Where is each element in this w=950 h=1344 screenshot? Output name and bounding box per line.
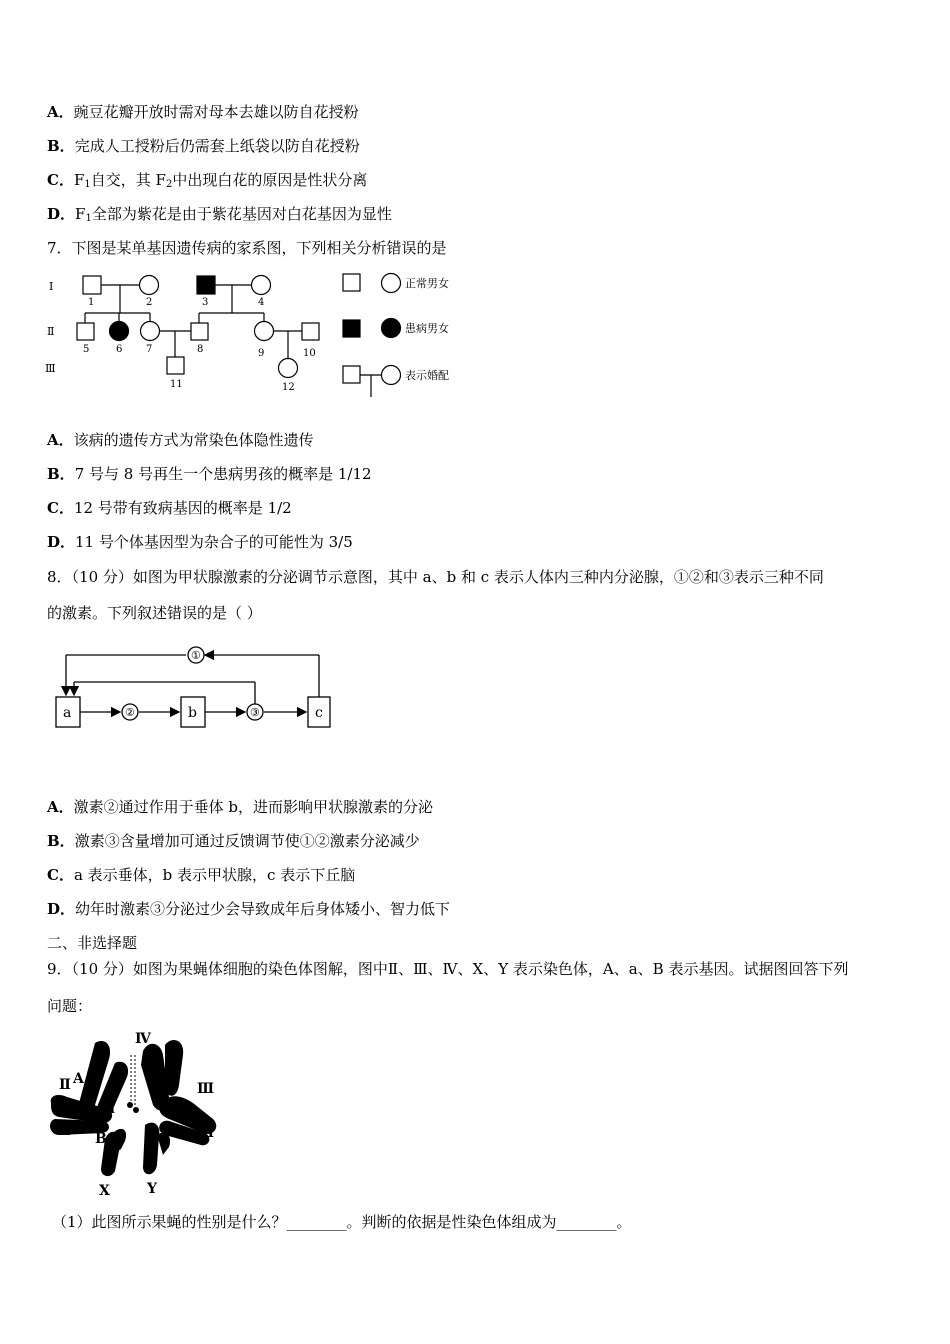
individual-11-male <box>167 357 184 374</box>
individual-number: 10 <box>303 348 316 359</box>
q7-option-b <box>47 464 372 484</box>
q7-stem: 7．下图是某单基因遗传病的家系图，下列相关分析错误的是 <box>47 239 447 257</box>
q9-sub1: （1）此图所示果蝇的性别是什么？________。判断的依据是性染色体组成为________。 <box>52 1213 632 1231</box>
option-letter: D． <box>47 533 76 551</box>
generation-label: Ⅰ <box>49 280 54 293</box>
q9-stem-line1: 9．（10 分）如图为果蝇体细胞的染色体图解，图中Ⅱ、Ⅲ、Ⅳ、X、Y 表示染色体，A、a、B 表示基因。试据图回答下列 <box>47 960 849 978</box>
individual-number: 11 <box>170 379 183 390</box>
individual-number: 2 <box>146 297 153 308</box>
option-text: 7 号与 8 号再生一个患病男孩的概率是 1/12 <box>74 465 372 483</box>
individual-number: 6 <box>116 344 123 355</box>
individual-number: 9 <box>258 348 265 359</box>
q7-option-a <box>47 430 314 450</box>
option-letter: A． <box>47 431 74 449</box>
chromosome-iv-dot <box>133 1107 139 1113</box>
q7-option-d <box>47 532 353 552</box>
option-text: a 表示垂体，b 表示甲状腺，c 表示下丘脑 <box>73 866 356 884</box>
individual-9-female <box>255 322 274 341</box>
generation-label: Ⅲ <box>45 362 56 375</box>
option-letter: B． <box>47 465 75 483</box>
gland-c-label: c <box>315 705 323 721</box>
legend-marriage-label: 表示婚配 <box>405 369 449 382</box>
individual-4-female <box>252 276 271 295</box>
option-text-pre: F <box>75 205 86 223</box>
label-iii-upper: Ⅲ <box>197 1081 215 1097</box>
option-letter: B． <box>47 832 75 850</box>
option-letter: A． <box>47 103 74 121</box>
label-ii-upper: Ⅱ <box>59 1077 71 1093</box>
subscript: 1 <box>85 213 92 224</box>
hormone-1-label: ① <box>191 649 201 662</box>
q8-option-c <box>47 865 355 885</box>
label-y: Y <box>147 1181 157 1197</box>
option-letter: C． <box>47 499 74 517</box>
individual-number: 5 <box>83 344 90 355</box>
q6-option-d <box>47 204 392 229</box>
option-text: 激素②通过作用于垂体 b，进而影响甲状腺激素的分泌 <box>73 798 434 816</box>
q8-option-b <box>47 831 420 851</box>
chromosome-y <box>143 1123 159 1175</box>
q8-option-d <box>47 899 450 919</box>
option-text: 幼年时激素③分泌过少会导致成年后身体矮小、智力低下 <box>75 900 451 918</box>
drosophila-karyotype-figure <box>45 1025 225 1200</box>
individual-12-female <box>279 359 298 378</box>
individual-6-affected-female <box>110 322 129 341</box>
option-letter: D． <box>47 900 76 918</box>
individual-10-male <box>302 323 319 340</box>
label-iii-lower: Ⅲ <box>197 1125 215 1141</box>
individual-number: 8 <box>197 344 204 355</box>
q8-option-a <box>47 797 433 817</box>
q8-stem-line1: 8．（10 分）如图为甲状腺激素的分泌调节示意图，其中 a、b 和 c 表示人体内三种内分泌腺，①②和③表示三种不同 <box>47 568 824 586</box>
legend-normal-label: 正常男女 <box>405 277 449 290</box>
label-ii-lower: Ⅱ <box>59 1123 71 1139</box>
label-gene-b: B <box>95 1131 107 1147</box>
section-heading: 二、非选择题 <box>47 934 138 952</box>
option-letter: C． <box>47 866 74 884</box>
pedigree-chart <box>40 265 470 400</box>
legend-normal-male-symbol <box>343 274 360 291</box>
legend-affected-female-symbol <box>382 319 401 338</box>
option-text: 完成人工授粉后仍需套上纸袋以防自花授粉 <box>74 137 360 155</box>
individual-number: 3 <box>202 297 209 308</box>
option-text-post: 中出现白花的原因是性状分离 <box>172 171 368 189</box>
chromosome-iv-dot <box>127 1102 133 1108</box>
q7-option-c <box>47 498 292 518</box>
q6-option-c <box>47 170 367 195</box>
chromosome-iii-right-inner <box>165 1040 183 1096</box>
q8-stem-line2: 的激素。下列叙述错误的是（ ） <box>47 604 262 622</box>
individual-2-female <box>140 276 159 295</box>
legend-normal-female-symbol <box>382 274 401 293</box>
label-x: X <box>99 1183 110 1199</box>
option-text: 11 号个体基因型为杂合子的可能性为 3/5 <box>75 533 353 551</box>
legend-marriage-female-symbol <box>382 366 401 385</box>
legend-affected-male-symbol <box>343 320 360 337</box>
chromosome-y-arm <box>157 1133 170 1155</box>
gland-b-label: b <box>188 705 197 721</box>
hormone-2-label: ② <box>125 706 135 719</box>
option-text-mid: 自交，其 F <box>90 171 166 189</box>
q9-stem-line2: 问题： <box>47 997 93 1015</box>
gland-a-label: a <box>63 705 72 721</box>
option-text: 豌豆花瓣开放时需对母本去雄以防自花授粉 <box>73 103 359 121</box>
individual-7-female <box>141 322 160 341</box>
label-iv: Ⅳ <box>135 1031 151 1047</box>
individual-number: 4 <box>258 297 265 308</box>
individual-8-male <box>191 323 208 340</box>
option-text: 该病的遗传方式为常染色体隐性遗传 <box>73 431 314 449</box>
option-letter: A． <box>47 798 74 816</box>
subscript: 2 <box>165 179 173 190</box>
generation-label: Ⅱ <box>47 325 55 338</box>
option-text-pre: F <box>73 171 85 189</box>
legend-affected-label: 患病男女 <box>405 322 449 335</box>
label-gene-a-upper: A <box>73 1071 84 1087</box>
individual-number: 1 <box>88 297 95 308</box>
option-letter: D． <box>47 205 76 223</box>
individual-number: 7 <box>146 344 153 355</box>
individual-3-affected-male <box>197 276 215 294</box>
q6-option-b <box>47 136 360 156</box>
subscript: 1 <box>84 179 91 190</box>
option-letter: B． <box>47 137 75 155</box>
hormone-3-label: ③ <box>250 706 260 719</box>
option-text: 激素③含量增加可通过反馈调节使①②激素分泌减少 <box>74 832 420 850</box>
option-text: 12 号带有致病基因的概率是 1/2 <box>73 499 292 517</box>
option-text-post: 全部为紫花是由于紫花基因对白花基因为显性 <box>91 205 392 223</box>
individual-5-male <box>77 323 94 340</box>
individual-1-male <box>83 276 101 294</box>
label-gene-a-lower: a <box>107 1102 115 1116</box>
individual-number: 12 <box>282 382 295 393</box>
option-letter: C． <box>47 171 74 189</box>
legend-marriage-male-symbol <box>343 366 360 383</box>
hormone-labels-overlay <box>50 645 340 735</box>
q6-option-a <box>47 102 359 122</box>
